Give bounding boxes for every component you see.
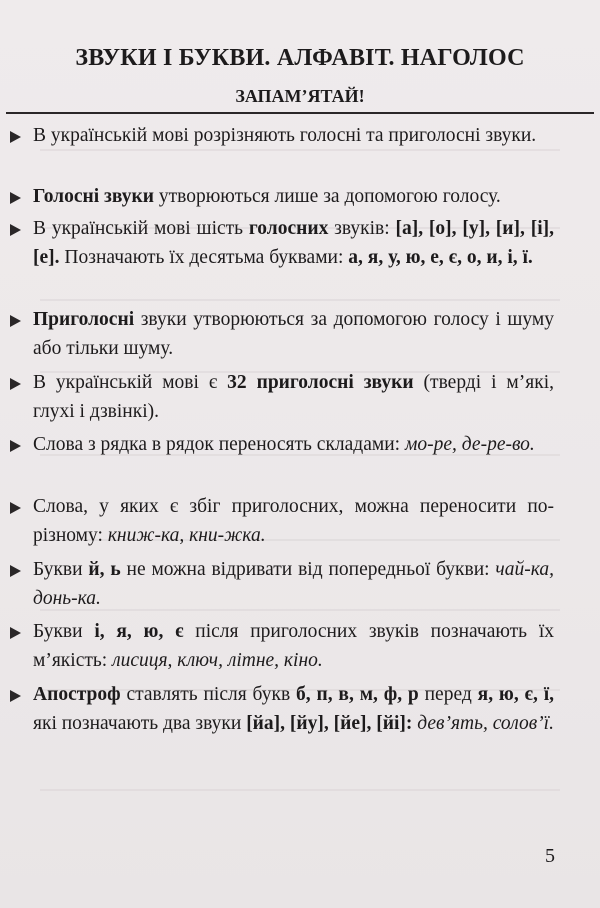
rule-text: [33, 617, 554, 675]
page-number: 5: [545, 845, 555, 867]
rule-phrase: не можна відривати від попередньої букви:: [120, 559, 496, 580]
triangle-bullet-icon: [10, 565, 21, 577]
example-words: дев’ять, солов’ї.: [417, 713, 554, 734]
bold-term: [йа], [йу], [йе], [йі]:: [246, 713, 413, 734]
triangle-bullet-icon: [10, 131, 21, 143]
bold-term: Приголосні: [33, 309, 135, 330]
bold-term: а, я, у, ю, е, є, о, и, і, ї.: [348, 247, 533, 268]
bold-term: й, ь: [88, 559, 121, 580]
triangle-bullet-icon: [10, 690, 21, 702]
triangle-bullet-icon: [10, 192, 21, 204]
bold-term: б, п, в, м, ф, р: [296, 684, 419, 705]
rule-text: [33, 680, 554, 738]
triangle-bullet-icon: [10, 440, 21, 452]
rule-phrase: Букви: [33, 621, 95, 642]
rule-phrase: утворюються лише за допомогою голосу.: [153, 186, 501, 207]
bold-term: 32 приголосні звуки: [227, 372, 414, 393]
rule-phrase: Позначають їх десятьма буквами:: [59, 247, 349, 268]
rule-phrase: В українській мові розрізняють голосні та приголосні звуки.: [33, 125, 537, 146]
rule-text: [33, 555, 554, 613]
rule-phrase: після приголосних звуків позначають їх м’якість:: [33, 621, 554, 671]
example-words: лисиця, ключ, літне, кіно.: [112, 650, 323, 671]
rule-phrase: В українській мові є: [33, 372, 228, 393]
rule-text: [33, 368, 554, 426]
rule-text: [33, 492, 554, 550]
triangle-bullet-icon: [10, 378, 21, 390]
rule-phrase: звуків:: [328, 218, 396, 239]
bold-term: я, ю, є, ї,: [477, 684, 554, 705]
example-words: книж-ка, кни-жка.: [107, 525, 266, 546]
bold-term: [а], [о], [у], [и], [і], [е].: [33, 218, 555, 268]
rule-phrase: які позначають два звуки: [33, 713, 247, 734]
bold-term: Голосні звуки: [33, 186, 154, 207]
example-words: чай-ка, донь-ка.: [33, 559, 554, 609]
bold-term: Апостроф: [33, 684, 121, 705]
rule-text: [33, 305, 554, 363]
rule-phrase: перед: [418, 684, 478, 705]
bold-term: і, я, ю, є: [94, 621, 184, 642]
subtitle-underline: [6, 112, 594, 114]
triangle-bullet-icon: [10, 502, 21, 514]
rule-text: [33, 214, 554, 272]
page-title: ЗВУКИ І БУКВИ. АЛФАВІТ. НАГОЛОС: [75, 45, 525, 71]
rule-phrase: ставлять після букв: [120, 684, 296, 705]
rule-phrase: Слова, у яких є збіг приголосних, можна переносити по-різному:: [33, 496, 554, 546]
rule-phrase: В українській мові шість: [33, 218, 249, 239]
bold-term: голосних: [248, 218, 329, 239]
rule-text: [33, 182, 554, 211]
rule-phrase: (тверді і м’які, глухі і дзвінкі).: [33, 372, 554, 422]
triangle-bullet-icon: [10, 224, 21, 236]
section-subtitle: ЗАПАМ’ЯТАЙ!: [235, 86, 365, 106]
rule-phrase: Букви: [33, 559, 89, 580]
rule-phrase: Слова з рядка в рядок переносять складами:: [33, 434, 405, 455]
rule-text: [33, 430, 554, 459]
triangle-bullet-icon: [10, 627, 21, 639]
triangle-bullet-icon: [10, 315, 21, 327]
rule-phrase: звуки утворюються за допомогою голосу і шуму або тільки шуму.: [33, 309, 554, 359]
rule-text: [33, 121, 554, 150]
example-words: мо-ре, де-ре-во.: [404, 434, 535, 455]
